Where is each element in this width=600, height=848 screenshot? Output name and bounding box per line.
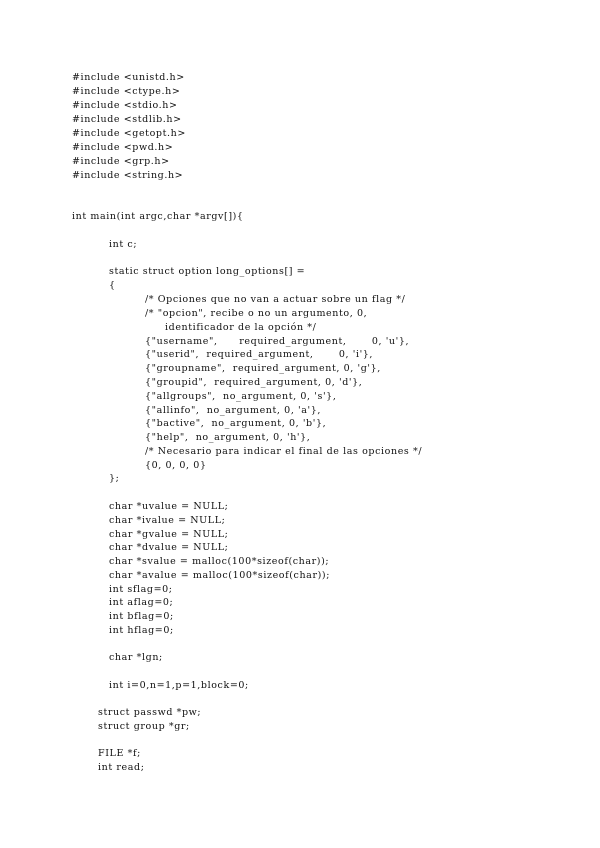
code-line: /* Opciones que no van a actuar sobre un flag */	[145, 294, 406, 305]
code-line: {"groupid", required_argument, 0, 'd'},	[145, 377, 363, 388]
code-line: /* Necesario para indicar el final de las opciones */	[145, 446, 423, 457]
code-line: int c;	[109, 239, 138, 250]
code-line: identificador de la opción */	[165, 322, 317, 333]
code-line: char *uvalue = NULL;	[109, 501, 229, 512]
code-line: struct group *gr;	[98, 721, 190, 732]
code-line: {"bactive", no_argument, 0, 'b'},	[145, 418, 327, 429]
code-line: #include <pwd.h>	[72, 142, 174, 153]
code-line: char *avalue = malloc(100*sizeof(char));	[109, 570, 331, 581]
code-line: {"help", no_argument, 0, 'h'},	[145, 432, 311, 443]
code-line: int read;	[98, 762, 145, 773]
code-line: #include <stdlib.h>	[72, 114, 182, 125]
code-line: {0, 0, 0, 0}	[145, 460, 207, 471]
code-line: int aflag=0;	[109, 597, 174, 608]
code-line: int main(int argc,char *argv[]){	[72, 211, 244, 222]
code-line: {"groupname", required_argument, 0, 'g'},	[145, 363, 381, 374]
code-line: #include <string.h>	[72, 170, 184, 181]
code-line: char *gvalue = NULL;	[109, 529, 229, 540]
code-line: char *svalue = malloc(100*sizeof(char));	[109, 556, 330, 567]
code-line: {"allinfo", no_argument, 0, 'a'},	[145, 405, 322, 416]
code-line: };	[109, 473, 120, 484]
code-line: FILE *f;	[98, 748, 141, 759]
code-line: char *lgn;	[109, 652, 163, 663]
code-line: #include <ctype.h>	[72, 86, 181, 97]
code-line: {"userid", required_argument, 0, 'i'},	[145, 349, 374, 360]
code-line: int hflag=0;	[109, 625, 174, 636]
code-line: int sflag=0;	[109, 584, 173, 595]
code-line: {	[109, 280, 116, 291]
code-line: char *ivalue = NULL;	[109, 515, 226, 526]
code-line: int i=0,n=1,p=1,block=0;	[109, 680, 249, 691]
code-line: /* "opcion", recibe o no un argumento, 0,	[145, 308, 368, 319]
code-line: char *dvalue = NULL;	[109, 542, 229, 553]
code-line: #include <unistd.h>	[72, 72, 185, 83]
code-line: #include <getopt.h>	[72, 128, 186, 139]
code-line: int bflag=0;	[109, 611, 174, 622]
code-line: {"username", required_argument, 0, 'u'},	[145, 336, 410, 347]
code-line: {"allgroups", no_argument, 0, 's'},	[145, 391, 337, 402]
code-line: #include <grp.h>	[72, 156, 170, 167]
code-line: static struct option long_options[] =	[109, 266, 306, 277]
code-line: #include <stdio.h>	[72, 100, 178, 111]
code-line: struct passwd *pw;	[98, 707, 202, 718]
